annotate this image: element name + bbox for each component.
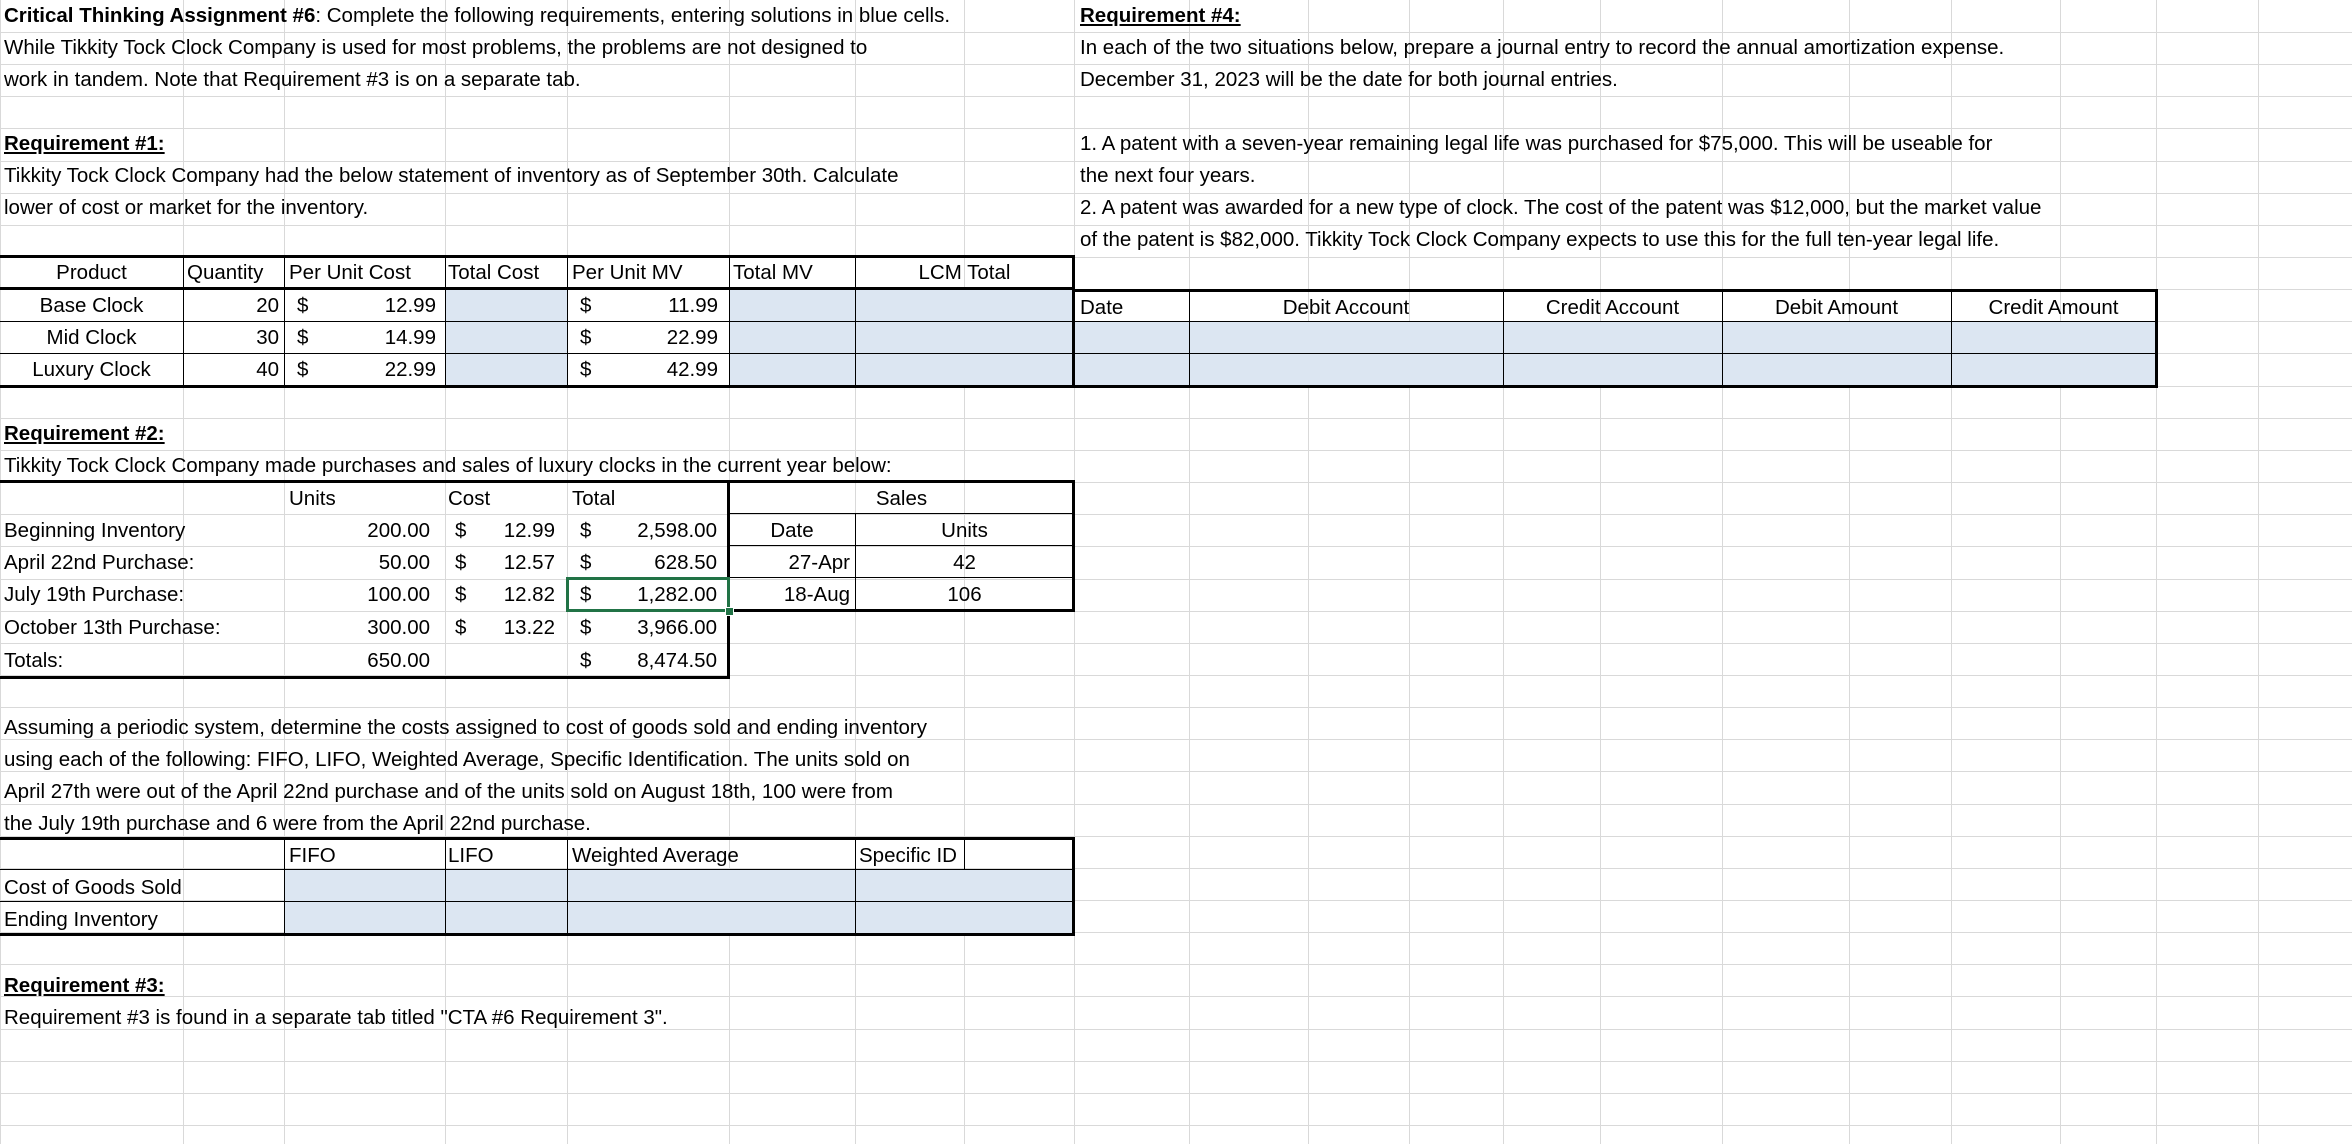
req1-total-cost-input[interactable] [445, 290, 567, 386]
per-unit-cost-value: 12.99 [384, 294, 436, 317]
header-product: Product [56, 261, 127, 284]
req4-date-input[interactable] [1074, 322, 1189, 386]
header-lifo: LIFO [448, 844, 494, 867]
units-value: 50.00 [378, 551, 430, 574]
cost-value: 13.22 [503, 616, 555, 639]
total-value: 628.50 [654, 551, 717, 574]
req2-weighted-average-input[interactable] [567, 870, 855, 934]
total-value: 3,966.00 [637, 616, 717, 639]
req2-paragraph-4: the July 19th purchase and 6 were from the April 22nd purchase. [4, 812, 591, 835]
units-value: 650.00 [367, 649, 430, 672]
assignment-instructions: : Complete the following requirements, entering solutions in blue cells. [315, 4, 951, 27]
req4-debit-amount-input[interactable] [1722, 322, 1951, 386]
intro-line-2: While Tikkity Tock Clock Company is used for most problems, the problems are not designed to [4, 36, 868, 59]
per-unit-mv-value: 42.99 [666, 358, 718, 381]
header-per-unit-cost: Per Unit Cost [289, 261, 411, 284]
header-per-unit-mv: Per Unit MV [572, 261, 683, 284]
intro-line-3: work in tandem. Note that Requirement #3 is on a separate tab. [4, 68, 581, 91]
units-value: 300.00 [367, 616, 430, 639]
cost-dollar-sign: $ [297, 326, 309, 349]
per-unit-cost-value: 14.99 [384, 326, 436, 349]
row-label: Totals: [4, 649, 64, 672]
req4-credit-account-input[interactable] [1503, 322, 1722, 386]
sale-units: 106 [947, 583, 982, 606]
active-cell-selection[interactable] [566, 577, 730, 612]
fill-handle[interactable] [725, 607, 734, 616]
row-label: April 22nd Purchase: [4, 551, 195, 574]
quantity-value: 20 [256, 294, 279, 317]
req1-heading: Requirement #1: [4, 132, 165, 155]
per-unit-cost-value: 22.99 [384, 358, 436, 381]
req1-lcm-total-input[interactable] [855, 290, 1074, 386]
units-value: 100.00 [367, 583, 430, 606]
req4-description-2: December 31, 2023 will be the date for both journal entries. [1080, 68, 1618, 91]
header-date: Date [1080, 296, 1124, 319]
total-value: 8,474.50 [637, 649, 717, 672]
req4-debit-account-input[interactable] [1189, 322, 1503, 386]
header-credit-amount: Credit Amount [1988, 296, 2119, 319]
header-units: Units [289, 487, 336, 510]
total-dollar-sign: $ [580, 519, 592, 542]
header-fifo: FIFO [289, 844, 336, 867]
cost-value: 12.82 [503, 583, 555, 606]
cost-dollar-sign: $ [297, 358, 309, 381]
mv-dollar-sign: $ [580, 294, 592, 317]
header-date: Date [770, 519, 814, 542]
req3-description: Requirement #3 is found in a separate tab titled "CTA #6 Requirement 3". [4, 1006, 668, 1029]
header-total: Total [572, 487, 616, 510]
row-label: Beginning Inventory [4, 519, 186, 542]
row-label: July 19th Purchase: [4, 583, 185, 606]
intro-line-1 [4, 0, 950, 32]
header-specific-id: Specific ID [859, 844, 957, 867]
req2-fifo-input[interactable] [284, 870, 445, 934]
cost-dollar-sign: $ [455, 551, 467, 574]
cost-value: 12.99 [503, 519, 555, 542]
req1-total-mv-input[interactable] [729, 290, 855, 386]
sale-date: 18-Aug [783, 583, 850, 606]
header-debit-account: Debit Account [1282, 296, 1410, 319]
req4-credit-amount-input[interactable] [1951, 322, 2156, 386]
req3-heading: Requirement #3: [4, 974, 165, 997]
req2-heading: Requirement #2: [4, 422, 165, 445]
sale-date: 27-Apr [788, 551, 850, 574]
header-cost: Cost [448, 487, 491, 510]
assignment-title: Critical Thinking Assignment #6 [4, 4, 316, 27]
row-ending-inventory: Ending Inventory [4, 908, 158, 931]
header-credit-account: Credit Account [1545, 296, 1680, 319]
per-unit-mv-value: 22.99 [666, 326, 718, 349]
header-debit-amount: Debit Amount [1774, 296, 1899, 319]
cost-dollar-sign: $ [455, 519, 467, 542]
req4-heading: Requirement #4: [1080, 4, 1241, 27]
mv-dollar-sign: $ [580, 358, 592, 381]
header-weighted-average: Weighted Average [572, 844, 739, 867]
header-lcm-total: LCM Total [918, 261, 1011, 284]
req2-description: Tikkity Tock Clock Company made purchases and sales of luxury clocks in the current year below: [4, 454, 892, 477]
req2-paragraph-1: Assuming a periodic system, determine the costs assigned to cost of goods sold and ending inventory [4, 716, 928, 739]
row-label: October 13th Purchase: [4, 616, 221, 639]
cost-dollar-sign: $ [455, 583, 467, 606]
cost-value: 12.57 [503, 551, 555, 574]
total-value: 2,598.00 [637, 519, 717, 542]
req2-paragraph-3: April 27th were out of the April 22nd purchase and of the units sold on August 18th, 100 were from [4, 780, 893, 803]
row-cost-of-goods-sold: Cost of Goods Sold [4, 876, 182, 899]
req1-description-1: Tikkity Tock Clock Company had the below statement of inventory as of September 30th. Calculate [4, 164, 899, 187]
cost-dollar-sign: $ [297, 294, 309, 317]
units-value: 200.00 [367, 519, 430, 542]
quantity-value: 30 [256, 326, 279, 349]
total-dollar-sign: $ [580, 649, 592, 672]
per-unit-mv-value: 11.99 [668, 294, 718, 317]
header-sales: Sales [875, 487, 928, 510]
req2-lifo-input[interactable] [445, 870, 567, 934]
header-quantity: Quantity [187, 261, 264, 284]
req1-description-2: lower of cost or market for the inventory. [4, 196, 369, 219]
mv-dollar-sign: $ [580, 326, 592, 349]
req2-paragraph-2: using each of the following: FIFO, LIFO, Weighted Average, Specific Identification. The units sold on [4, 748, 910, 771]
header-total-mv: Total MV [733, 261, 813, 284]
req4-description-1: In each of the two situations below, prepare a journal entry to record the annual amortization expense. [1080, 36, 2005, 59]
req4-item-2a: 2. A patent was awarded for a new type of clock. The cost of the patent was $12,000, but the market value [1080, 196, 2042, 219]
req2-specific-id-input[interactable] [855, 870, 1074, 934]
quantity-value: 40 [256, 358, 279, 381]
product-name: Mid Clock [46, 326, 137, 349]
total-value: 1,282.00 [637, 583, 717, 606]
sale-units: 42 [953, 551, 976, 574]
cost-dollar-sign: $ [455, 616, 467, 639]
header-total-cost: Total Cost [448, 261, 540, 284]
total-dollar-sign: $ [580, 583, 592, 606]
req4-item-2b: of the patent is $82,000. Tikkity Tock Clock Company expects to use this for the full ten-year legal life. [1080, 228, 2000, 251]
req4-item-1a: 1. A patent with a seven-year remaining legal life was purchased for $75,000. This will be useable for [1080, 132, 1993, 155]
header-sales-units: Units [941, 519, 988, 542]
req4-item-1b: the next four years. [1080, 164, 1256, 187]
total-dollar-sign: $ [580, 616, 592, 639]
total-dollar-sign: $ [580, 551, 592, 574]
product-name: Base Clock [39, 294, 144, 317]
product-name: Luxury Clock [32, 358, 151, 381]
